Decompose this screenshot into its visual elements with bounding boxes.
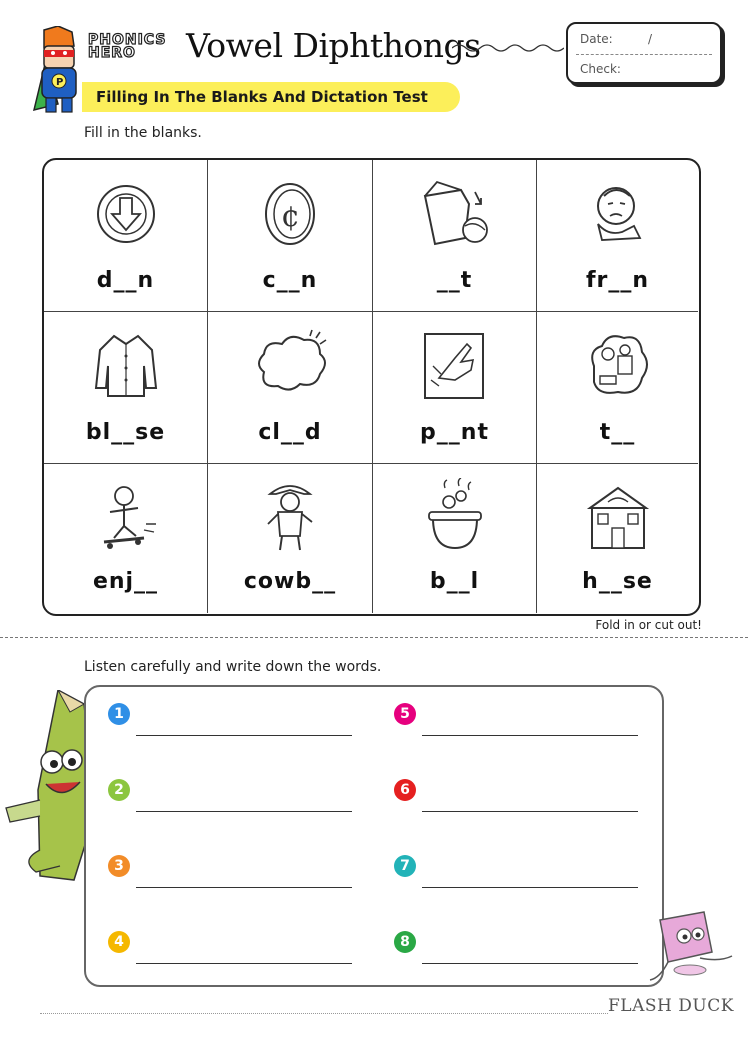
blank-word: c__n	[262, 268, 318, 293]
cut-line	[0, 637, 748, 638]
dictation-box	[84, 685, 664, 987]
dictation-instruction: Listen carefully and write down the words.	[84, 659, 382, 675]
squiggle-divider-icon	[452, 40, 564, 56]
blank-cell	[208, 160, 373, 312]
blank-cell	[373, 464, 537, 613]
toy-out-of-box-icon	[415, 174, 495, 254]
fill-blanks-instruction: Fill in the blanks.	[84, 125, 202, 141]
blank-word: bl__se	[85, 420, 166, 445]
footer-rule	[40, 1013, 608, 1014]
blouse-icon	[86, 326, 166, 406]
dictation-answer-line[interactable]	[136, 735, 352, 736]
flash-duck-logo: FLASH DUCK	[608, 996, 734, 1016]
cowboy-icon	[250, 478, 330, 558]
blank-word: __t	[436, 268, 473, 293]
dictation-answer-line[interactable]	[422, 887, 638, 888]
fill-in-blanks-grid	[42, 158, 701, 616]
svg-text:¢: ¢	[281, 199, 301, 234]
phonics-hero-mascot-icon	[28, 26, 90, 118]
brand-wordmark	[88, 34, 166, 60]
pointing-hand-icon	[415, 326, 495, 406]
coin-icon	[250, 174, 330, 254]
skateboarder-icon	[86, 478, 166, 558]
blank-word: t__	[599, 420, 636, 445]
dictation-number-badge: 3	[108, 855, 130, 877]
dictation-number-badge: 2	[108, 779, 130, 801]
blank-word: d__n	[96, 268, 155, 293]
dictation-number-badge: 6	[394, 779, 416, 801]
dictation-answer-line[interactable]	[136, 887, 352, 888]
blank-word: enj__	[92, 569, 159, 594]
dictation-number-badge: 8	[394, 931, 416, 953]
boiling-pot-icon	[415, 478, 495, 558]
blank-word: b__l	[429, 569, 480, 594]
blank-cell	[373, 160, 537, 312]
toys-icon	[578, 326, 658, 406]
blank-cell	[537, 160, 698, 312]
brand-line1: PHONICS	[88, 32, 167, 48]
date-check-box	[566, 22, 722, 84]
dictation-number-badge: 5	[394, 703, 416, 725]
blank-cell	[373, 312, 537, 464]
svg-text:P: P	[56, 77, 64, 88]
brand-line2: HERO	[88, 45, 136, 61]
dictation-number-badge: 4	[108, 931, 130, 953]
dictation-answer-line[interactable]	[136, 811, 352, 812]
blank-cell	[208, 312, 373, 464]
blank-cell	[44, 464, 208, 613]
cloud-icon	[250, 326, 330, 406]
dictation-number-badge: 7	[394, 855, 416, 877]
date-separator: /	[648, 32, 653, 46]
blank-word: fr__n	[585, 268, 650, 293]
blank-cell	[537, 464, 698, 613]
down-arrow-coin-icon	[86, 174, 166, 254]
subtitle: Filling In The Blanks And Dictation Test	[96, 88, 428, 106]
date-box-divider	[576, 54, 712, 55]
frowning-face-icon	[578, 174, 658, 254]
dictation-answer-line[interactable]	[422, 735, 638, 736]
blank-cell	[44, 312, 208, 464]
blank-cell	[44, 160, 208, 312]
dictation-answer-line[interactable]	[422, 963, 638, 964]
date-label: Date:	[580, 32, 613, 46]
blank-word: cl__d	[258, 420, 322, 445]
dictation-answer-line[interactable]	[422, 811, 638, 812]
dictation-number-badge: 1	[108, 703, 130, 725]
blank-word: p__nt	[420, 420, 489, 445]
eraser-mascot-icon	[640, 908, 736, 998]
blank-cell	[537, 312, 698, 464]
check-label: Check:	[580, 62, 621, 76]
fold-note: Fold in or cut out!	[595, 618, 702, 632]
dictation-answer-line[interactable]	[136, 963, 352, 964]
page-title: Vowel Diphthongs	[186, 26, 481, 65]
blank-word: cowb__	[243, 569, 337, 594]
blank-cell	[208, 464, 373, 613]
blank-word: h__se	[582, 569, 653, 594]
house-icon	[578, 478, 658, 558]
